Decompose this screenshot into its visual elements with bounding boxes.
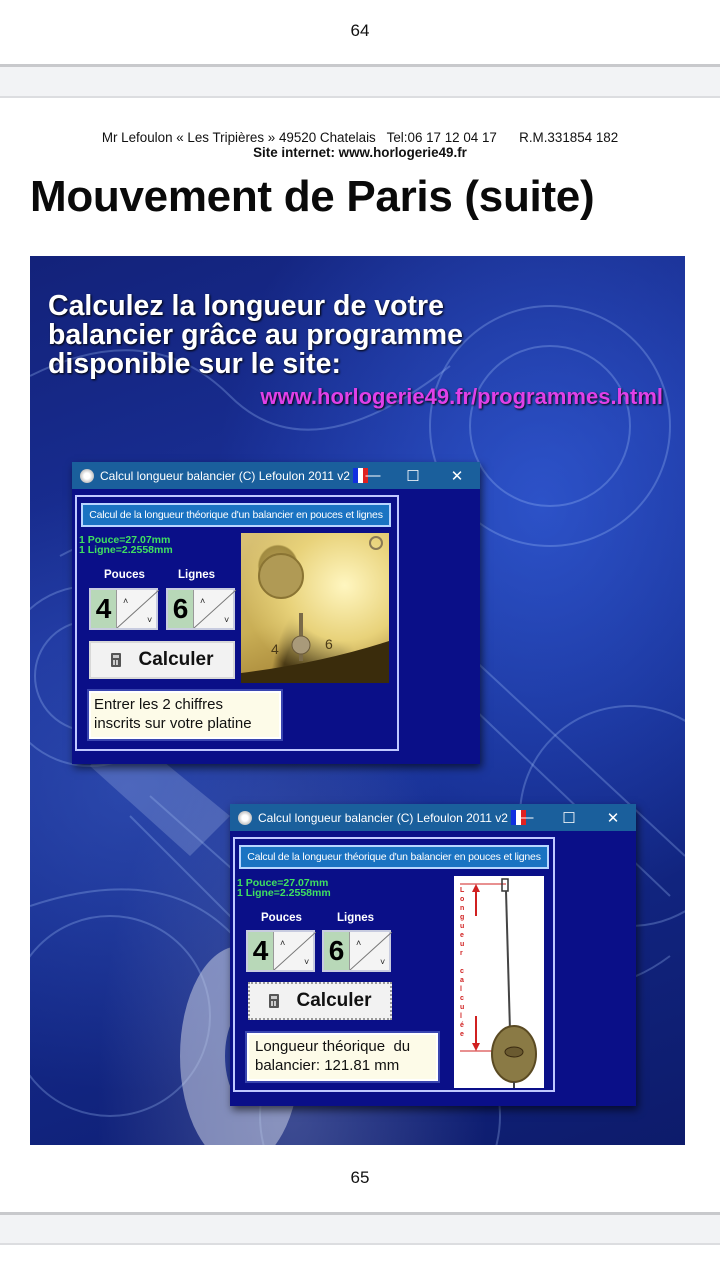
svg-text:˅: ˅ <box>304 957 310 967</box>
promo-line: disponible sur le site: <box>48 348 341 380</box>
calculator-icon <box>269 994 279 1008</box>
minimize-button[interactable]: — <box>518 809 534 826</box>
promo-line: balancier grâce au programme <box>48 319 464 351</box>
message-line: inscrits sur votre platine <box>94 715 252 732</box>
maximize-button[interactable]: ☐ <box>406 467 420 485</box>
pouces-value[interactable]: 4 <box>91 590 116 628</box>
conversion-info <box>79 535 173 555</box>
calculate-label: Calculer <box>138 649 214 670</box>
clock-plate-image <box>241 533 389 683</box>
svg-text:˅: ˅ <box>147 615 153 625</box>
close-button[interactable]: ✕ <box>450 467 464 485</box>
svg-text:˄: ˄ <box>280 938 286 948</box>
page-separator <box>0 64 720 98</box>
window-titlebar <box>72 462 480 489</box>
lignes-stepper[interactable] <box>166 588 235 630</box>
window-title: Calcul longueur balancier (C) Lefoulon 2011 v2 <box>258 810 508 825</box>
lignes-arrows[interactable] <box>193 590 233 628</box>
maximize-button[interactable]: ☐ <box>562 809 576 827</box>
download-link[interactable]: www.horlogerie49.fr/programmes.html <box>260 384 663 409</box>
pouce-conversion: 1 Pouce=27.07mm <box>79 534 171 546</box>
pendulum-diagram-image <box>454 876 544 1088</box>
calculator-icon <box>111 653 121 667</box>
ligne-conversion: 1 Ligne=2.2558mm <box>79 544 173 556</box>
close-button[interactable]: ✕ <box>606 809 620 827</box>
calculate-button[interactable] <box>89 641 235 679</box>
page-separator <box>0 1212 720 1245</box>
lignes-arrows[interactable] <box>349 932 389 970</box>
app-subtitle: Calcul de la longueur théorique d'un balancier en pouces et lignes <box>81 503 391 527</box>
svg-text:Longueur calculée: L o n g u e u r c a l c u l é e <box>460 887 465 1038</box>
message-line: Longueur théorique du <box>255 1038 411 1055</box>
page-title: Mouvement de Paris (suite) <box>30 172 595 221</box>
window-panel <box>75 495 399 751</box>
message-line: Entrer les 2 chiffres <box>94 696 223 713</box>
window-titlebar <box>230 804 636 831</box>
instruction-message <box>89 691 281 739</box>
pouces-arrows[interactable] <box>273 932 313 970</box>
app-window-input <box>72 462 480 764</box>
promo-line: Calculez la longueur de votre <box>48 290 444 322</box>
window-title: Calcul longueur balancier (C) Lefoulon 2011 v2 <box>100 468 350 483</box>
next-page-start <box>0 1245 720 1280</box>
app-icon <box>238 811 252 825</box>
pouces-value[interactable]: 4 <box>248 932 273 970</box>
page-header-website: Site internet: www.horlogerie49.fr <box>253 145 467 160</box>
svg-text:˅: ˅ <box>224 615 230 625</box>
window-panel <box>233 837 555 1092</box>
app-icon <box>80 469 94 483</box>
minimize-button[interactable]: — <box>365 467 381 484</box>
page-header-contact: Mr Lefoulon « Les Tripières » 49520 Chatelais Tel:06 17 12 04 17 R.M.331854 182 <box>101 130 619 145</box>
promo-text <box>48 292 463 379</box>
svg-text:˅: ˅ <box>380 957 386 967</box>
ligne-conversion: 1 Ligne=2.2558mm <box>237 887 331 899</box>
calculate-label: Calculer <box>296 990 372 1011</box>
clock-plate-photo <box>241 533 389 683</box>
conversion-info <box>237 878 331 898</box>
software-promo-image <box>30 256 685 1145</box>
pendulum-diagram <box>454 876 544 1088</box>
pouces-label: Pouces <box>261 912 302 924</box>
calculate-button[interactable] <box>248 982 392 1020</box>
spin-arrows-icon <box>274 932 316 970</box>
svg-text:˄: ˄ <box>356 938 362 948</box>
spin-arrows-icon <box>194 590 236 628</box>
lignes-value[interactable]: 6 <box>168 590 193 628</box>
pouces-stepper[interactable] <box>89 588 158 630</box>
spin-arrows-icon <box>117 590 159 628</box>
pouces-label: Pouces <box>104 569 145 581</box>
message-line: balancier: 121.81 mm <box>255 1057 400 1074</box>
lignes-label: Lignes <box>337 912 375 924</box>
lignes-label: Lignes <box>178 569 216 581</box>
result-message <box>247 1033 438 1081</box>
lignes-value[interactable]: 6 <box>324 932 349 970</box>
page-number-prev: 64 <box>350 21 370 40</box>
svg-text:6: 6 <box>325 636 333 652</box>
app-window-result <box>230 804 636 1106</box>
svg-text:˄: ˄ <box>200 596 206 606</box>
pouces-arrows[interactable] <box>116 590 156 628</box>
app-subtitle: Calcul de la longueur théorique d'un balancier en pouces et lignes <box>239 845 549 869</box>
pouce-conversion: 1 Pouce=27.07mm <box>237 877 329 889</box>
lignes-stepper[interactable] <box>322 930 391 972</box>
pouces-stepper[interactable] <box>246 930 315 972</box>
page-number-current: 65 <box>350 1168 370 1187</box>
svg-text:4: 4 <box>271 641 279 657</box>
spin-arrows-icon <box>350 932 392 970</box>
svg-text:˄: ˄ <box>123 596 129 606</box>
